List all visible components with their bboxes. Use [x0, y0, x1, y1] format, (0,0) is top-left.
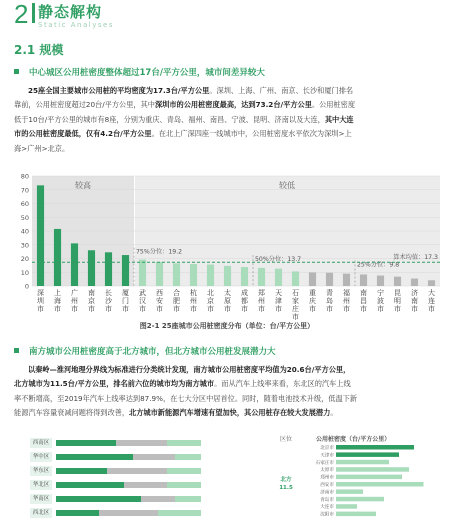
bar-9 [190, 264, 197, 286]
x-tick-char: 津 [275, 297, 282, 305]
paragraph-line [14, 377, 444, 391]
x-tick-char: 市 [156, 305, 163, 313]
mini-right-city-label: 北京市 [320, 446, 334, 451]
x-tick-char: 市 [241, 305, 248, 313]
bar-22 [411, 279, 418, 286]
x-tick-label [122, 288, 129, 313]
mini-left-segment [133, 454, 176, 460]
bullet-heading-1 [14, 66, 265, 78]
bar-14 [275, 269, 282, 286]
mini-left-region-label: 西北区 [30, 508, 52, 518]
mini-left-segment [56, 496, 141, 502]
chapter-subtitle: Static Analyses [38, 21, 114, 29]
bar-19 [360, 274, 367, 286]
text-run: 海>广州>北京。 [14, 143, 70, 153]
mini-left-region-label: 华中区 [30, 452, 52, 462]
y-tick-label: 0 [24, 282, 29, 291]
mini-right-bar [336, 482, 424, 487]
x-tick-label [411, 288, 418, 313]
x-tick-char: 市 [258, 305, 265, 313]
mini-left-region-label: 华北区 [30, 480, 52, 490]
x-tick-label [428, 288, 435, 313]
bar-4 [105, 252, 112, 286]
x-tick-char: 门 [122, 297, 129, 305]
x-tick-label [54, 288, 61, 313]
paragraph-line [14, 98, 444, 112]
section-title: 2.1 规模 [14, 43, 64, 57]
bar-18 [343, 274, 350, 286]
x-tick-char: 市 [139, 305, 146, 313]
bold-text: 市的公用桩密度最低，仅有4.2台/平方公里 [14, 129, 152, 139]
text-run: 。 [330, 408, 338, 418]
x-tick-char: 都 [241, 297, 248, 305]
x-tick-label [360, 288, 367, 313]
chapter-number: 2 [14, 0, 29, 29]
paragraph-line [14, 406, 444, 420]
mini-right-city-label: 大连市 [320, 505, 334, 511]
bar-0 [37, 185, 44, 286]
mini-right-bar [336, 489, 363, 494]
mini-right-city-label: 西安市 [320, 483, 334, 488]
mini-right-city-label: 郑州市 [320, 475, 334, 481]
x-tick-char: 圳 [37, 297, 44, 305]
x-tick-char: 连 [428, 297, 435, 305]
mini-right-city-label: 济南市 [320, 490, 334, 496]
bar-17 [326, 273, 333, 286]
x-tick-char: 南 [411, 297, 418, 305]
x-tick-char: 原 [224, 297, 231, 305]
density-bar-chart [14, 170, 444, 320]
x-tick-char: 州 [190, 297, 197, 305]
mini-left-row [30, 508, 230, 519]
mini-left-segment [167, 468, 201, 474]
x-tick-label [88, 288, 95, 313]
x-tick-char: 州 [258, 297, 265, 305]
x-tick-label [37, 289, 44, 313]
x-tick-char: 昆 [394, 289, 401, 297]
x-tick-char: 大 [428, 289, 435, 297]
x-tick-char: 家 [292, 297, 299, 305]
mini-right-bar [336, 467, 409, 472]
x-tick-char: 汉 [139, 297, 146, 305]
x-tick-char: 杭 [190, 289, 197, 297]
x-tick-char: 成 [241, 289, 248, 297]
x-tick-char: 市 [411, 305, 418, 313]
x-tick-char: 波 [377, 297, 384, 305]
x-tick-char: 西 [156, 289, 163, 297]
x-tick-char: 市 [326, 305, 333, 313]
mini-left-row [30, 494, 230, 505]
chart-svg [14, 170, 444, 320]
mini-right-bar [336, 475, 402, 480]
mini-right-bar [336, 445, 414, 450]
x-tick-char: 市 [207, 305, 214, 313]
bullet-heading-2 [14, 345, 276, 357]
percentile-label: 25%分位：9.8 [357, 261, 400, 269]
mini-right-bar [336, 497, 384, 502]
x-tick-char: 市 [360, 305, 367, 313]
y-tick-label: 70 [20, 186, 29, 195]
x-tick-char: 南 [360, 289, 367, 297]
percentile-label: 50%分位：13.7 [255, 256, 302, 264]
mini-right-bar [336, 460, 389, 465]
mini-right-city-label: 天津市 [320, 453, 334, 459]
x-tick-char: 重 [309, 289, 316, 297]
text-run: 。公用桩密度 [311, 100, 356, 110]
x-tick-label [343, 289, 350, 313]
y-tick-label: 30 [20, 241, 29, 250]
mini-right-bar [336, 452, 399, 457]
x-tick-char: 深 [37, 289, 44, 297]
x-tick-char: 上 [54, 289, 61, 297]
mini-left-segment [99, 510, 159, 516]
x-tick-char: 肥 [173, 297, 180, 305]
x-tick-char: 广 [71, 289, 78, 297]
bar-23 [428, 280, 435, 286]
mini-left-segment [167, 440, 201, 446]
paragraph-line [14, 113, 444, 127]
bullet-square-icon [14, 69, 19, 74]
bar-20 [377, 276, 384, 286]
mini-left-row [30, 452, 230, 463]
mini-right-city-label: 石家庄市 [315, 460, 334, 466]
x-tick-char: 太 [224, 289, 231, 297]
bar-2 [71, 243, 78, 286]
bullet-heading-2-text: 南方城市公用桩密度高于北方城市，但北方城市公用桩发展潜力大 [29, 347, 276, 357]
bold-text: 以秦岭—淮河地理分界线为标准进行分类统计发现， [28, 365, 194, 374]
x-tick-char: 州 [343, 297, 350, 305]
x-tick-char: 市 [309, 305, 316, 313]
x-tick-char: 市 [224, 305, 231, 313]
x-tick-char: 市 [428, 305, 435, 313]
y-tick-label: 80 [20, 172, 29, 181]
x-tick-char: 岛 [326, 297, 333, 305]
mini-right-svg [276, 432, 446, 521]
text-run: 。而从汽车上线率来看，东北区的汽车上线 [214, 379, 351, 389]
mini-left-segment [175, 496, 201, 502]
bar-5 [122, 255, 129, 286]
x-tick-char: 海 [54, 297, 61, 305]
x-tick-char: 福 [343, 289, 350, 297]
mini-left-segment [167, 482, 201, 488]
x-tick-label [275, 289, 282, 313]
chapter-divider [32, 3, 35, 23]
x-tick-char: 武 [139, 289, 146, 297]
x-tick-char: 州 [71, 297, 78, 305]
paragraph-1 [14, 84, 444, 156]
bar-6 [139, 260, 146, 286]
text-run: 低于10台/平方公里的城市有8座，分别为重庆、青岛、福州、南昌、宁波、昆明、济南以及大连， [14, 114, 325, 124]
bold-text: 南方城市公用桩密度平均值为20.6台/平方公里， [193, 365, 351, 374]
x-tick-label [241, 288, 248, 313]
x-tick-label [309, 288, 316, 313]
mini-left-segment [56, 510, 99, 516]
text-run: 靠前，公用桩密度超过20台/平方公里，其中 [14, 100, 155, 110]
bar-13 [258, 268, 265, 286]
bar-10 [207, 265, 214, 286]
bar-21 [394, 277, 401, 286]
mini-col-density-header: 公用桩密度（台/平方公里） [316, 436, 391, 443]
bar-15 [292, 271, 299, 286]
mini-left-region-label: 西南区 [30, 438, 52, 448]
bar-3 [88, 250, 95, 286]
x-tick-label [105, 289, 113, 313]
zone-label-high: 较高 [75, 181, 91, 190]
mini-right-city-label: 沈阳市 [320, 512, 334, 518]
bold-text: 北方城市新能源汽车增速有望加快，其公用桩存在较大发展潜力 [129, 408, 331, 418]
x-tick-label [394, 288, 401, 313]
y-tick-label: 40 [20, 227, 29, 236]
x-tick-char: 长 [105, 289, 112, 297]
x-tick-char: 青 [326, 289, 333, 297]
x-tick-char: 市 [275, 305, 282, 313]
bold-text: 其中大连 [324, 114, 354, 124]
mini-left-row [30, 480, 230, 491]
region-mini-chart [30, 432, 230, 521]
page-header [0, 0, 454, 34]
x-tick-char: 昌 [360, 297, 367, 305]
x-tick-char: 济 [411, 289, 418, 297]
x-tick-label [190, 288, 197, 313]
y-tick-label: 10 [20, 268, 29, 277]
mini-left-segment [124, 482, 167, 488]
bar-16 [309, 273, 316, 286]
x-tick-char: 北 [207, 289, 214, 297]
x-tick-char: 南 [88, 289, 95, 297]
y-tick-label: 50 [20, 213, 29, 222]
mini-left-segment [56, 454, 133, 460]
zone-label-low: 较低 [279, 181, 295, 190]
paragraph-line [14, 392, 444, 406]
mini-left-segment [107, 468, 167, 474]
paragraph-line [14, 142, 444, 156]
mini-region-name: 北方 [280, 477, 292, 483]
x-tick-char: 市 [105, 305, 112, 313]
mini-right-city-label: 青岛市 [320, 497, 334, 503]
mini-right-city-label: 太原市 [320, 468, 334, 474]
bullet-square-icon [14, 348, 19, 353]
mini-left-row [30, 466, 230, 477]
text-run: 。在北上广深四座一线城市中，公用桩密度水平依次为深圳>上 [151, 129, 352, 139]
x-tick-char: 安 [156, 297, 163, 305]
figure-caption: 图2-1 25座城市公用桩密度分布（单位：台/平方公里） [139, 322, 315, 330]
x-tick-char: 京 [207, 297, 214, 305]
x-tick-char: 沙 [105, 297, 112, 305]
x-tick-char: 市 [377, 305, 384, 313]
x-tick-char: 市 [71, 305, 78, 313]
text-run: 。深圳、上海、广州、南京、长沙和厦门排名 [209, 86, 354, 95]
bold-text: 深圳市的公用桩密度最高，达到73.2台/平方公里 [154, 100, 312, 110]
paragraph-2 [14, 363, 444, 421]
x-tick-char: 合 [173, 289, 180, 297]
x-tick-char: 京 [88, 297, 95, 305]
y-tick-label: 60 [20, 200, 29, 208]
mini-left-segment [56, 482, 124, 488]
x-tick-char: 市 [292, 313, 299, 320]
x-tick-label [156, 289, 163, 313]
bar-11 [224, 266, 231, 286]
x-tick-char: 市 [122, 305, 129, 313]
mini-right-bar [336, 504, 357, 509]
text-run: 能源汽车容量衰减问题将得到改善， [14, 408, 130, 418]
bullet-heading-1-text: 中心城区公用桩密度整体超过17台/平方公里，城市间差异较大 [29, 68, 265, 78]
x-tick-char: 宁 [377, 289, 384, 297]
mini-left-region-label: 华南区 [30, 494, 52, 504]
mini-left-segment [56, 440, 116, 446]
x-tick-char: 市 [394, 305, 401, 313]
x-tick-char: 石 [292, 289, 299, 297]
chapter-title: 静态解构 [38, 3, 103, 21]
bold-text: 25座全国主要城市公用桩的平均密度为17.3台/平方公里 [28, 86, 210, 95]
x-tick-char: 庆 [309, 297, 316, 305]
x-tick-char: 市 [37, 305, 44, 313]
mini-region-value: 11.5 [279, 485, 293, 491]
y-tick-label: 20 [20, 255, 29, 263]
bar-12 [241, 267, 248, 286]
paragraph-line [14, 127, 444, 141]
bar-1 [54, 229, 61, 286]
mini-left-row [30, 438, 230, 449]
mini-left-region-label: 华东区 [30, 466, 52, 476]
x-tick-char: 明 [394, 297, 401, 305]
x-tick-char: 市 [88, 305, 95, 313]
bar-8 [173, 263, 180, 286]
bold-text: 北方城市为11.5台/平方公里，排名前六位的城市均为南方城市 [14, 379, 215, 389]
x-tick-char: 厦 [122, 289, 129, 297]
x-tick-label [71, 288, 78, 313]
x-tick-label [173, 288, 180, 313]
mini-col-region-header: 区位 [280, 436, 293, 443]
mini-left-segment [175, 454, 201, 460]
x-tick-char: 庄 [292, 305, 299, 313]
average-label: 算术均值：17.3 [393, 254, 438, 262]
x-tick-char: 市 [173, 305, 180, 313]
mini-right-bar [336, 512, 376, 516]
mini-left-segment [56, 468, 107, 474]
x-tick-label [258, 288, 265, 313]
x-tick-label [326, 288, 333, 313]
mini-left-segment [141, 496, 175, 502]
x-tick-char: 市 [343, 305, 350, 313]
x-tick-label [207, 288, 214, 313]
north-cities-mini-chart [276, 432, 446, 521]
mini-left-segment [116, 440, 167, 446]
x-tick-char: 市 [190, 305, 197, 313]
percentile-label: 75%分位：19.2 [136, 248, 183, 256]
mini-left-segment [158, 510, 201, 516]
x-tick-label [139, 288, 146, 313]
text-run: 率不断增高，至2019年汽车上线率达到87.9%，在七大分区中居首位。同时，随着电池技术升级，低温下新 [14, 393, 358, 403]
x-tick-char: 天 [275, 289, 282, 297]
paragraph-line [14, 363, 444, 377]
bar-7 [156, 262, 163, 286]
x-tick-char: 郑 [258, 289, 265, 297]
paragraph-line [14, 84, 444, 98]
x-tick-label [292, 289, 299, 320]
x-tick-label [377, 288, 384, 313]
x-tick-char: 市 [54, 305, 61, 313]
x-tick-label [224, 288, 231, 313]
